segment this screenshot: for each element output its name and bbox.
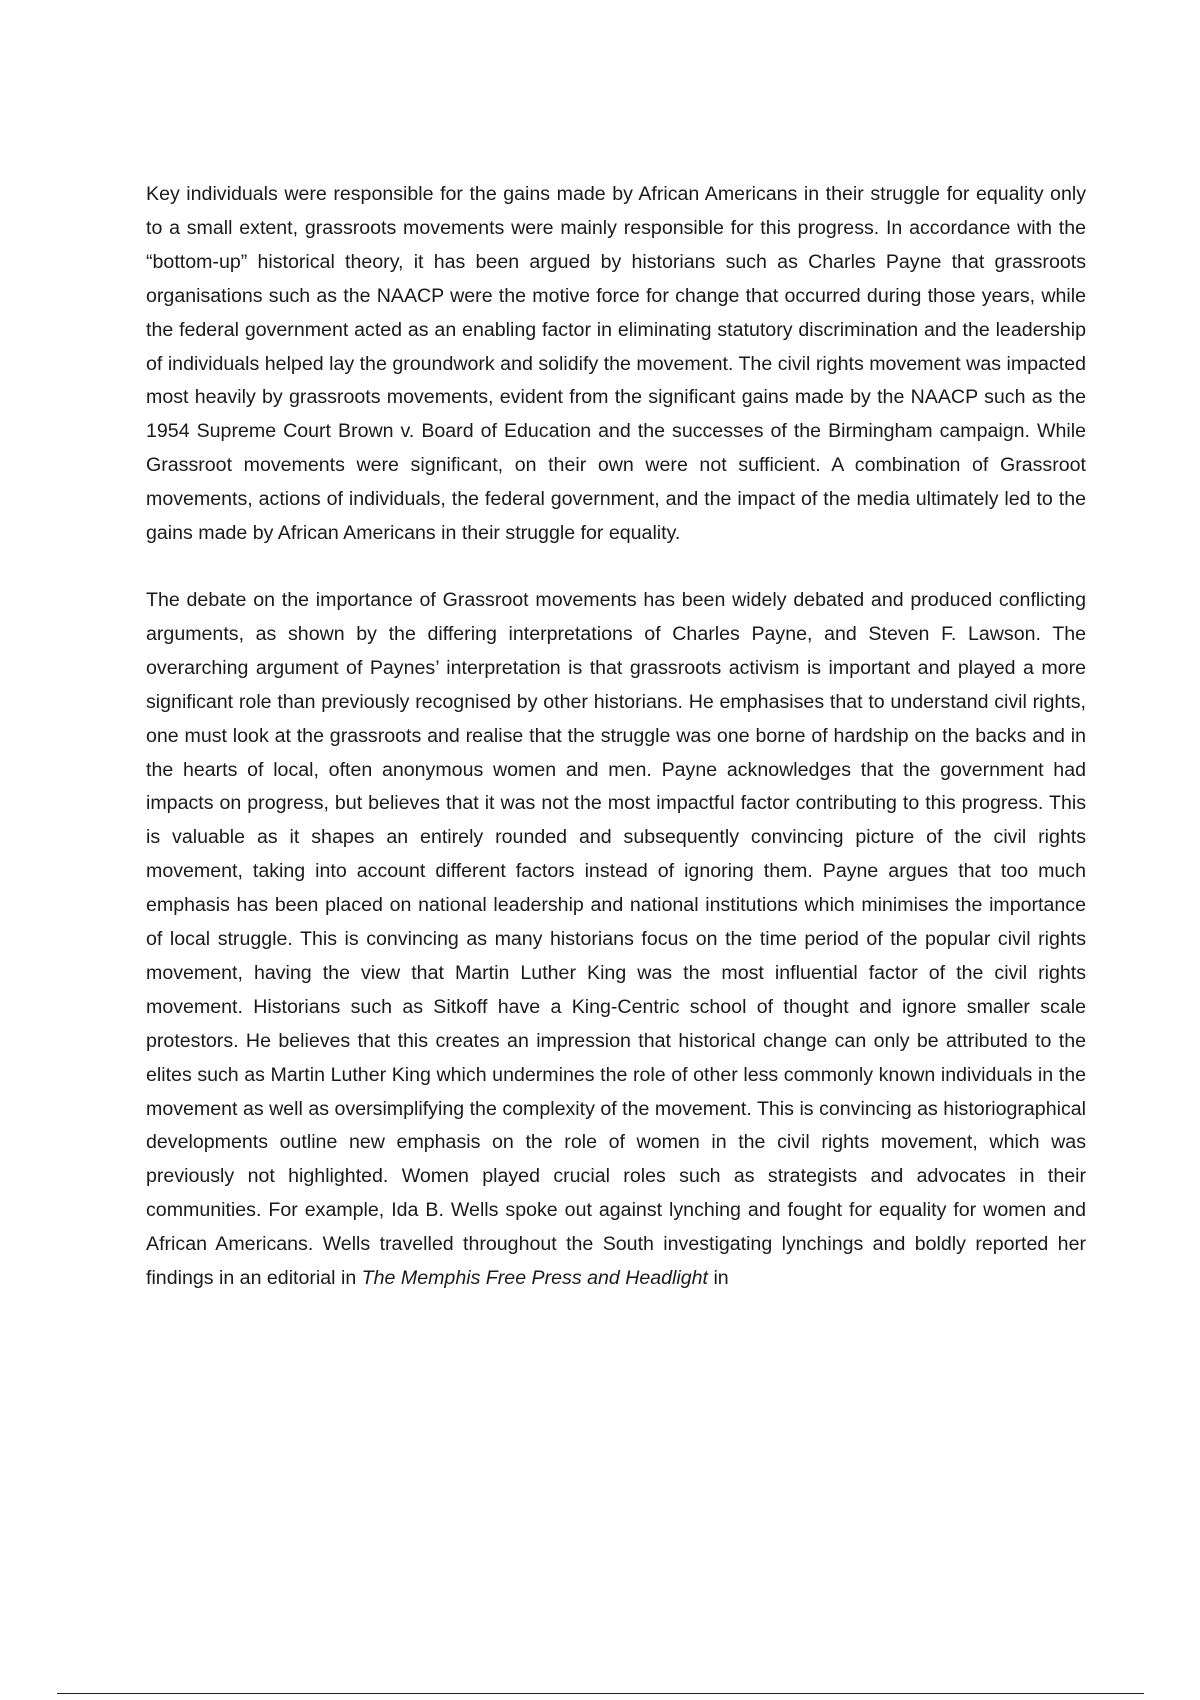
- paragraph-2-tail: in: [708, 1267, 729, 1290]
- paragraph-2-text: The debate on the importance of Grassroot movements has been widely debated and produced conflicting arguments, as shown by the differing interpretations of Charles Payne, and Steven F. Lawson. The overarching argument of Paynes’ interpretation is that grassroots activism is important and played a more significant role than previously recognised by other historians. He emphasises that to understand civil rights, one must look at the grassroots and realise that the struggle was one borne of hardship on the backs and in the hearts of local, often anonymous women and men. Payne acknowledges that the government had impacts on progress, but believes that it was not the most impactful factor contributing to this progress. This is valuable as it shapes an entirely rounded and subsequently convincing picture of the civil rights movement, taking into account different factors instead of ignoring them. Payne argues that too much emphasis has been placed on national leadership and national institutions which minimises the importance of local struggle. This is convincing as many historians focus on the time period of the popular civil rights movement, having the view that Martin Luther King was the most influential factor of the civil rights movement. Historians such as Sitkoff have a King-Centric school of thought and ignore smaller scale protestors. He believes that this creates an impression that historical change can only be attributed to the elites such as Martin Luther King which undermines the role of other less commonly known individuals in the movement as well as oversimplifying the complexity of the movement. This is convincing as historiographical developments outline new emphasis on the role of women in the civil rights movement, which was previously not highlighted. Women played crucial roles such as strategists and advocates in their communities. For example, Ida B. Wells spoke out against lynching and fought for equality for women and African Americans. Wells travelled throughout the South investigating lynchings and boldly reported her findings in an editorial in: [146, 588, 1086, 1290]
- newspaper-title: The Memphis Free Press and Headlight: [361, 1267, 708, 1290]
- footer-rule: [57, 1693, 1144, 1694]
- paragraph-2: [146, 584, 1086, 1296]
- body-text: [146, 178, 1086, 1296]
- paragraph-1: Key individuals were responsible for the gains made by African Americans in their struggle for equality only to a small extent, grassroots movements were mainly responsible for this progress. In accordance with the “bottom-up” historical theory, it has been argued by historians such as Charles Payne that grassroots organisations such as the NAACP were the motive force for change that occurred during those years, while the federal government acted as an enabling factor in eliminating statutory discrimination and the leadership of individuals helped lay the groundwork and solidify the movement. The civil rights movement was impacted most heavily by grassroots movements, evident from the significant gains made by the NAACP such as the 1954 Supreme Court Brown v. Board of Education and the successes of the Birmingham campaign. While Grassroot movements were significant, on their own were not sufficient. A combination of Grassroot movements, actions of individuals, the federal government, and the impact of the media ultimately led to the gains made by African Americans in their struggle for equality.: [146, 183, 1086, 545]
